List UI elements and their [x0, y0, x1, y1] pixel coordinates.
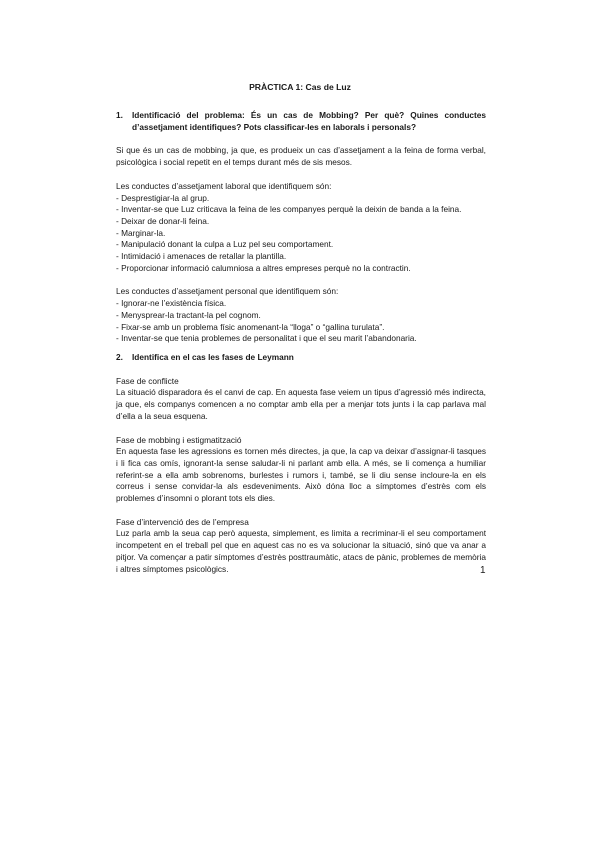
- phase-name: Fase de conflicte: [116, 375, 179, 386]
- section-2-heading: [116, 352, 486, 364]
- phase-text: La situació disparadora és el canvi de cap. En aquesta fase veiem un tipus d’agressió més indirecta, ja que, els companys comencen a no comptar amb ella per a menjar tots junts i la cap parlava mal d’ella a la seua esquena.: [116, 387, 486, 421]
- list-item: - Marginar-la.: [116, 227, 166, 238]
- labor-conducts-intro: Les conductes d’assetjament laboral que identifiquem són:: [116, 180, 332, 191]
- list-item: - Deixar de donar-li feina.: [116, 215, 210, 226]
- labor-conducts-list: [116, 193, 486, 275]
- list-item: - Ignorar-ne l’existència física.: [116, 298, 227, 309]
- phase-name: Fase de mobbing i estigmatització: [116, 434, 242, 445]
- personal-conducts-intro: Les conductes d’assetjament personal que identifiquem són:: [116, 286, 339, 297]
- section-2-heading-text: Identifica en el cas les fases de Leymann: [132, 352, 294, 362]
- section-2-number: 2.: [116, 352, 123, 362]
- section-2: [116, 352, 486, 575]
- phase-name: Fase d’intervenció des de l’empresa: [116, 516, 249, 527]
- section-1-heading-text: Identificació del problema: És un cas de Mobbing? Per què? Quines conductes d’assetjament identifiques? Pots classificar-les en laborals i personals?: [132, 110, 486, 132]
- section-1-number: 1.: [116, 110, 123, 120]
- list-item: - Manipulació donant la culpa a Luz pel seu comportament.: [116, 239, 334, 250]
- section-1-intro: Si que és un cas de mobbing, ja que, es produeix un cas d’assetjament a la feina de forma verbal, psicològica i social repetit en el temps durant més de sis mesos.: [116, 145, 486, 168]
- phase-text: En aquesta fase les agressions es tornen més directes, ja que, la cap va deixar d’assignar-li tasques i li fica cas omís, ignorant-la sense saludar-li ni parlant amb ella. A més, se li comença a humiliar referint-se a ella amb sobrenoms, burlestes i rumors i, també, se li diu sense incloure-la en els correus i sense convidar-la als esdeveniments. Això dóna lloc a símptomes d’estrès com els problemes d’insomni o plorant tots els dies.: [116, 446, 486, 504]
- section-1: [116, 110, 486, 345]
- list-item: - Inventar-se que Luz criticava la feina de les companyes perquè la deixin de banda a la feina.: [116, 204, 462, 215]
- list-item: - Menysprear-la tractant-la pel cognom.: [116, 309, 261, 320]
- list-item: - Fixar-se amb un problema físic anomenant-la “lloga” o “gallina turulata”.: [116, 321, 385, 332]
- document-title: PRÀCTICA 1: Cas de Luz: [249, 82, 351, 92]
- list-item: - Intimidació i amenaces de retallar la plantilla.: [116, 251, 287, 262]
- page-number: 1: [480, 565, 486, 576]
- section-1-heading: [116, 110, 486, 133]
- personal-conducts-list: [116, 298, 486, 345]
- list-item: - Desprestigiar-la al grup.: [116, 192, 210, 203]
- list-item: - Proporcionar informació calumniosa a altres empreses perquè no la contractin.: [116, 262, 411, 273]
- phase-text: Luz parla amb la seua cap però aquesta, simplement, es limita a recriminar-li el seu comportament incompetent en el treball pel que en aquest cas no es va solucionar la situació, sinó que va anar a pitjor. Va començar a patir símptomes d’estrès posttraumàtic, atacs de pànic, problemes de memòria i altres símptomes psicològics.: [116, 528, 486, 574]
- list-item: - Inventar-se que tenia problemes de personalitat i que el seu marit l’abandonaria.: [116, 333, 417, 344]
